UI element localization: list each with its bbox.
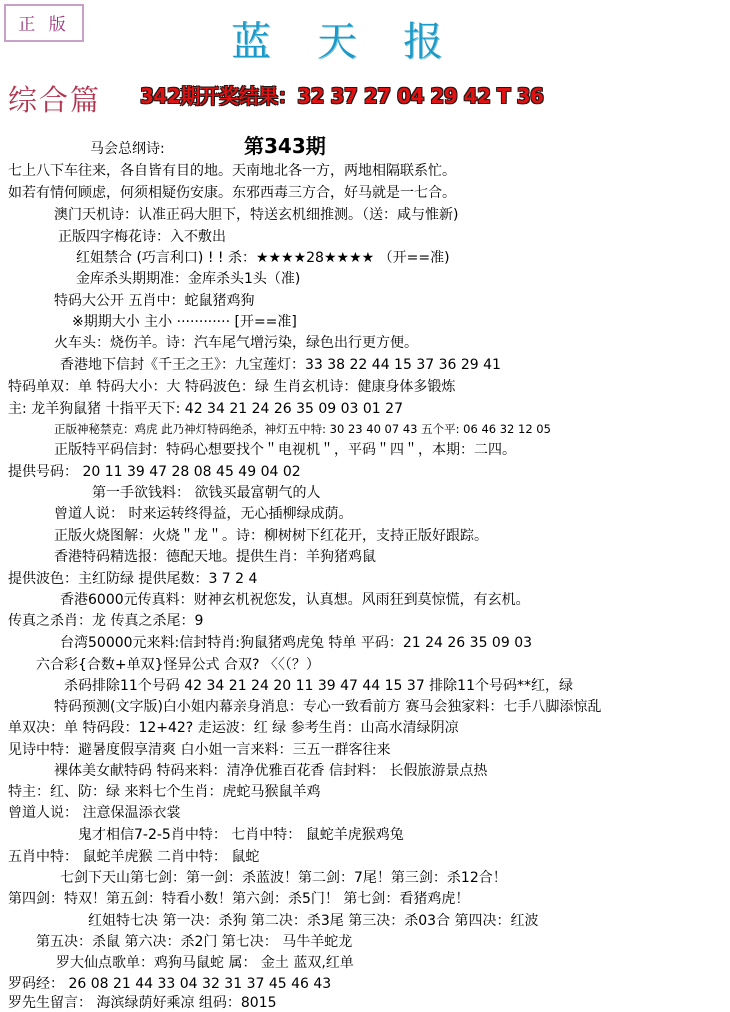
- section-title: 综合篇: [8, 83, 102, 117]
- text-line: 特主：红、防：绿 来料七个生肖：虎蛇马猴鼠羊鸡: [8, 784, 321, 800]
- text-line: 特码单双：单 特码大小：大 特码波色：绿 生肖玄机诗：健康身体多锻炼: [8, 379, 456, 395]
- issue-number: 第343期: [244, 134, 326, 158]
- text-line: 红姐特七决 第一决：杀狗 第二决：杀3尾 第三决：杀03合 第四决：红波: [88, 913, 539, 929]
- text-line: 马会总纲诗:: [90, 141, 165, 157]
- text-line: 香港6000元传真料：财神玄机祝您发，认真想。风雨狂到莫惊慌，有玄机。: [60, 592, 530, 608]
- text-line: 罗先生留言： 海滨绿荫好乘凉 组码：8015: [8, 995, 277, 1011]
- text-line: 曾道人说： 注意保温添衣裳: [8, 805, 181, 821]
- text-line: ※期期大小 主小 ············ [开==准]: [72, 314, 297, 330]
- text-line: 香港特码精选报：德配天地。提供生肖：羊狗猪鸡鼠: [54, 549, 376, 565]
- text-line: 澳门天机诗：认准正码大胆下，特送玄机细推测。（送：咸与惟新): [54, 207, 459, 223]
- text-line: 特码预测(文字版)白小姐内幕亲身消息：专心一致看前方 赛马会独家料：七手八脚添惊乱: [54, 699, 602, 715]
- text-line: 六合彩{合数+单双}怪异公式 合双? 〈〈（？）: [36, 657, 320, 673]
- text-line: 裸体美女献特码 特码来料：清净优雅百花香 信封料： 长假旅游景点热: [54, 763, 488, 779]
- text-line: 红姐禁合 (巧言利口) ! ! 杀：★★★★28★★★★ （开==准): [76, 250, 450, 266]
- draw-result-banner: 342期开奖结果：32 37 27 04 29 42 T 36: [140, 84, 544, 108]
- text-line: 七上八下车往来，各自皆有目的地。天南地北各一方，两地相隔联系忙。: [8, 163, 456, 179]
- text-line: 单双决：单 特码段：12+42? 走运波：红 绿 参考生肖：山高水清绿阴凉: [8, 720, 459, 736]
- text-line: 曾道人说： 时来运转终得益，无心插柳绿成荫。: [54, 506, 353, 522]
- text-line: 提供号码： 20 11 39 47 28 08 45 49 04 02: [8, 464, 301, 480]
- text-line: 鬼才相信7-2-5肖中特： 七肖中特： 鼠蛇羊虎猴鸡兔: [78, 827, 404, 843]
- text-line: 台湾50000元来料:信封特肖:狗鼠猪鸡虎兔 特单 平码：21 24 26 35 09 03: [60, 635, 533, 651]
- text-line: 如若有情何顾虑，何须相疑伤安康。东邪西毒三方合，好马就是一七合。: [8, 185, 456, 201]
- text-line: 罗码经： 26 08 21 44 33 04 32 31 37 45 46 43: [8, 976, 332, 992]
- text-line: 特码大公开 五肖中：蛇鼠猪鸡狗: [54, 293, 255, 309]
- text-line: 主: 龙羊狗鼠猪 十指平天下: 42 34 21 24 26 35 09 03 01 27: [8, 401, 403, 417]
- text-line: 杀码排除11个号码 42 34 21 24 20 11 39 47 44 15 37 排除11个号码**红，绿: [64, 678, 573, 694]
- text-line: 第五决：杀鼠 第六决：杀2门 第七决： 马牛羊蛇龙: [36, 934, 353, 950]
- text-line: 正版特平码信封：特码心想要找个＂电视机＂，平码＂四＂，本期：二四。: [54, 442, 516, 458]
- text-line: 传真之杀肖：龙 传真之杀尾：9: [8, 613, 204, 629]
- text-line: 正版火烧图解：火烧＂龙＂。诗：柳树树下红花开，支持正版好跟踪。: [54, 528, 488, 544]
- text-line: 正版神秘禁克：鸡虎 此乃神灯特码绝杀，神灯五中特: 30 23 40 07 43 五个平: 06 46 32 12 05: [54, 422, 551, 436]
- page-title: 蓝天报: [231, 19, 489, 65]
- text-line: 五肖中特： 鼠蛇羊虎猴 二肖中特： 鼠蛇: [8, 849, 260, 865]
- text-line: 火车头：烧伤羊。诗：汽车尾气增污染，绿色出行更方便。: [54, 335, 418, 351]
- text-line: 香港地下信封《千王之王》：九宝莲灯：33 38 22 44 15 37 36 29 41: [60, 357, 501, 373]
- authentic-stamp: 正 版: [4, 4, 84, 42]
- text-line: 正版四字梅花诗：入不敷出: [58, 229, 226, 245]
- text-line: 第一手欲钱料： 欲钱买最富朝气的人: [92, 485, 321, 501]
- text-line: 见诗中特：避暑度假享清爽 白小姐一言来料：三五一群客往来: [8, 742, 391, 758]
- text-line: 提供波色：主红防绿 提供尾数：3 7 2 4: [8, 571, 258, 587]
- text-line: 金库杀头期期准：金库杀头1头（准): [76, 271, 301, 287]
- text-line: 七剑下天山第七剑：第一剑：杀蓝波！第二剑：7尾！第三剑：杀12合！: [60, 870, 507, 886]
- text-line: 第四剑：特双！第五剑：特看小数！第六剑：杀5门！ 第七剑：看猪鸡虎！: [8, 891, 470, 907]
- text-line: 罗大仙点歌单：鸡狗马鼠蛇 属： 金土 蓝双,红单: [56, 955, 354, 971]
